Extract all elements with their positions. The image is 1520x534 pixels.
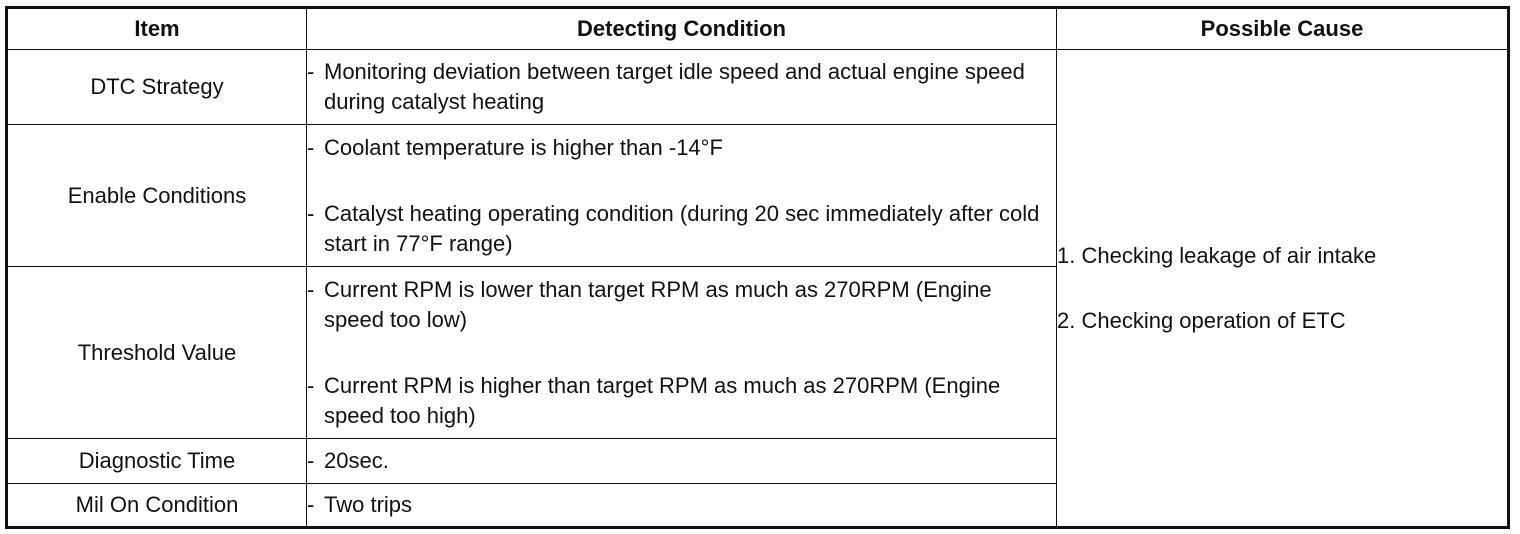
bullet-marker: -: [307, 200, 315, 226]
row-item-mil-on-condition: Mil On Condition: [7, 484, 307, 528]
row-condition-cell: [307, 50, 1057, 125]
condition-text: Catalyst heating operating condition (during 20 sec immediately after cold start in 77°F range): [324, 200, 1040, 256]
possible-cause-item: 1. Checking leakage of air intake: [1057, 242, 1377, 268]
possible-cause-cell: [1057, 50, 1509, 528]
condition-bullet: [307, 199, 1056, 259]
header-detecting-condition: Detecting Condition: [307, 8, 1057, 50]
row-item-threshold-value: Threshold Value: [7, 267, 307, 439]
header-item: Item: [7, 8, 307, 50]
condition-text: Current RPM is higher than target RPM as much as 270RPM (Engine speed too high): [324, 372, 1001, 428]
header-possible-cause: Possible Cause: [1057, 8, 1509, 50]
condition-text: Coolant temperature is higher than -14°F: [324, 134, 723, 160]
condition-text: Monitoring deviation between target idle speed and actual engine speed during catalyst heating: [324, 59, 1025, 114]
row-item-diagnostic-time: Diagnostic Time: [7, 439, 307, 484]
condition-text: 20sec.: [324, 448, 389, 473]
row-item-dtc-strategy: DTC Strategy: [7, 50, 307, 125]
bullet-marker: -: [307, 276, 315, 302]
row-condition-cell: [307, 267, 1057, 439]
condition-bullet: [307, 133, 1056, 163]
table-row: [7, 50, 1509, 125]
row-item-enable-conditions: Enable Conditions: [7, 125, 307, 267]
condition-bullet: [307, 275, 1056, 335]
diagnostic-spec-table: [5, 6, 1510, 529]
header-row: [7, 8, 1509, 50]
bullet-marker: -: [307, 59, 315, 84]
bullet-marker: -: [307, 448, 315, 473]
row-condition-cell: [307, 439, 1057, 484]
condition-bullet: [307, 490, 1056, 520]
bullet-marker: -: [307, 372, 315, 398]
bullet-marker: -: [307, 134, 315, 160]
condition-bullet: [307, 371, 1056, 431]
possible-cause-item: 2. Checking operation of ETC: [1057, 307, 1346, 333]
condition-text: Two trips: [324, 492, 413, 517]
condition-bullet: [307, 446, 1056, 476]
bullet-marker: -: [307, 492, 315, 517]
row-condition-cell: [307, 484, 1057, 528]
row-condition-cell: [307, 125, 1057, 267]
condition-bullet: [307, 57, 1056, 117]
condition-text: Current RPM is lower than target RPM as much as 270RPM (Engine speed too low): [324, 276, 992, 332]
